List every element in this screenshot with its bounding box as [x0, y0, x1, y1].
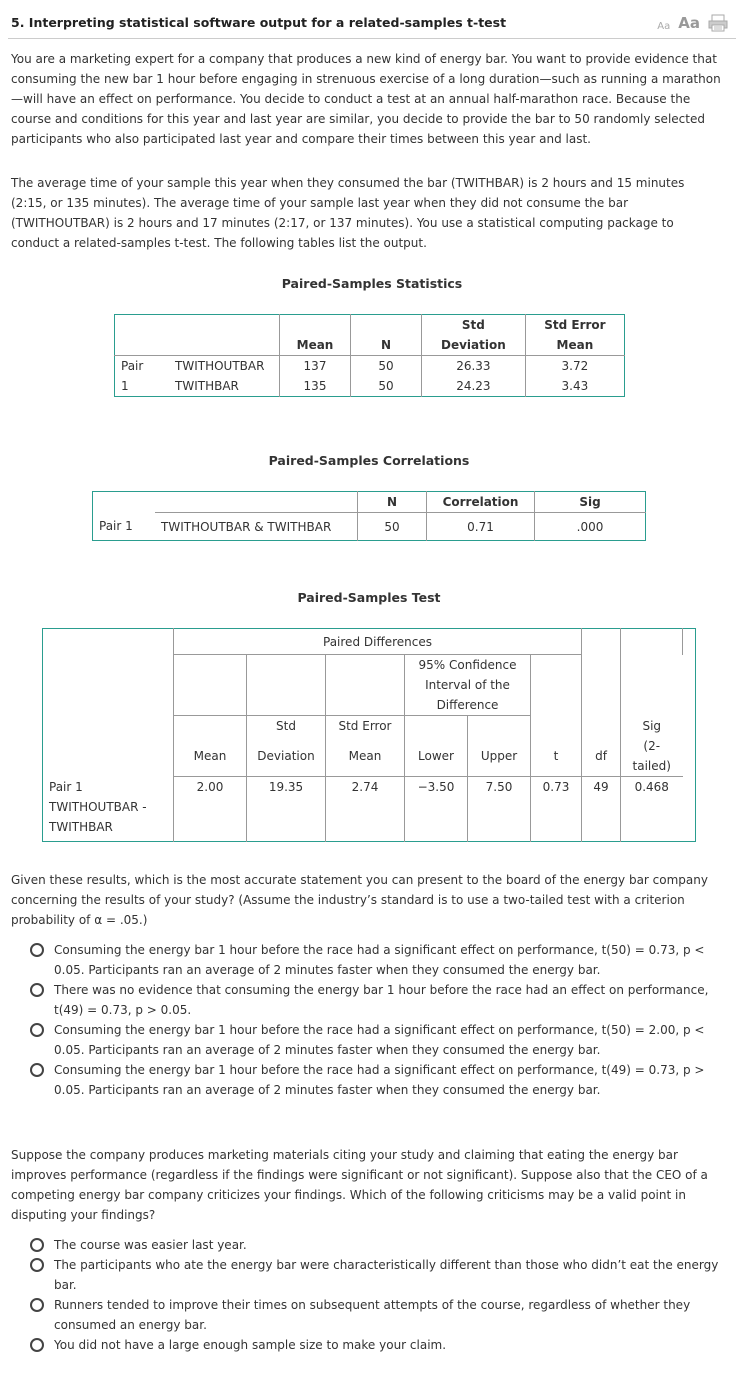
stats-header-n: N	[351, 335, 422, 356]
test-sd: 19.35	[247, 777, 326, 798]
q2-option-3[interactable]	[30, 1295, 720, 1335]
corr-caption: Paired-Samples Correlations	[268, 453, 470, 468]
test-header-t: t	[531, 736, 582, 777]
q1-option-1[interactable]	[30, 940, 720, 980]
test-lower: −3.50	[405, 777, 468, 798]
test-header-sig: Sig	[621, 716, 683, 737]
ci-header-1: 95% Confidence	[418, 658, 517, 672]
paired-samples-statistics-table	[114, 314, 625, 397]
stats-pair: 1	[121, 379, 129, 393]
q2-option-1-text: The course was easier last year.	[54, 1238, 247, 1252]
stats-mean: 137	[280, 356, 351, 377]
toolbar	[657, 14, 728, 32]
test-header-lower: Lower	[405, 736, 468, 777]
test-t: 0.73	[531, 777, 582, 798]
table-row	[115, 356, 625, 377]
stats-sd: 26.33	[422, 356, 526, 377]
radio-button[interactable]	[30, 943, 44, 957]
stats-sd: 24.23	[422, 376, 526, 397]
q1-option-2-text: There was no evidence that consuming the energy bar 1 hour before the race had an effect on performance, t(49) = 0.73, p > 0.05.	[54, 983, 709, 1017]
table-row	[115, 376, 625, 397]
ci-header-2: Interval of the	[425, 678, 510, 692]
test-pair-3: TWITHBAR	[49, 820, 113, 834]
q1-option-2[interactable]	[30, 980, 720, 1020]
q2-option-4[interactable]	[30, 1335, 720, 1355]
stats-var: TWITHBAR	[175, 379, 239, 393]
test-header-sig2: (2-tailed)	[621, 736, 683, 777]
test-caption: Paired-Samples Test	[297, 590, 441, 605]
paired-samples-test-table	[42, 628, 696, 842]
ci-header	[405, 655, 531, 716]
corr-n: 50	[358, 513, 427, 541]
stats-header-deviation: Deviation	[422, 335, 526, 356]
q1-option-1-text: Consuming the energy bar 1 hour before the race had a significant effect on performance, t(50) = 0.73, p < 0.05. Participants ran an average of 2 minutes faster when they consumed the energy bar.	[54, 943, 705, 977]
q2-option-2-text: The participants who ate the energy bar were characteristically different than those who didn’t eat the energy bar.	[54, 1258, 719, 1292]
radio-button[interactable]	[30, 1258, 44, 1272]
question-2-prompt: Suppose the company produces marketing materials citing your study and claiming that eating the energy bar improves performance (regardless if the findings were significant or not significant). Suppose also that the CEO of a competing energy bar company criticizes your findings. Which of the following criticisms may be a valid point in disputing your findings?	[11, 1148, 708, 1222]
stats-caption: Paired-Samples Statistics	[281, 276, 463, 291]
q1-option-3-text: Consuming the energy bar 1 hour before the race had a significant effect on performance, t(50) = 2.00, p < 0.05. Participants ran an average of 2 minutes faster when they consumed the energy bar.	[54, 1023, 705, 1057]
test-se: 2.74	[326, 777, 405, 798]
radio-button[interactable]	[30, 1023, 44, 1037]
paired-differences-header: Paired Differences	[174, 629, 582, 655]
stats-var: TWITHOUTBAR	[175, 359, 265, 373]
corr-var: TWITHOUTBAR & TWITHBAR	[161, 519, 332, 534]
test-pair-2: TWITHOUTBAR -	[49, 800, 147, 814]
corr-value: 0.71	[427, 513, 535, 541]
stats-se: 3.72	[525, 356, 624, 377]
corr-pair: Pair 1	[99, 519, 133, 534]
q1-option-4-text: Consuming the energy bar 1 hour before the race had a significant effect on performance, t(49) = 0.73, p > 0.05. Participants ran an average of 2 minutes faster when they consumed the energy bar.	[54, 1063, 705, 1097]
stats-header-stderror: Std Error	[525, 315, 624, 336]
q1-option-4[interactable]	[30, 1060, 720, 1100]
test-header-stderror: Std Error	[326, 716, 405, 737]
corr-header-sig: Sig	[535, 492, 646, 513]
q2-option-3-text: Runners tended to improve their times on subsequent attempts of the course, regardless of whether they consumed an energy bar.	[54, 1298, 691, 1332]
q2-option-4-text: You did not have a large enough sample size to make your claim.	[54, 1338, 447, 1352]
test-mean: 2.00	[174, 777, 247, 798]
q2-option-1[interactable]	[30, 1235, 720, 1255]
ci-header-3: Difference	[436, 698, 499, 712]
q2-option-2[interactable]	[30, 1255, 720, 1295]
font-decrease-button[interactable]: Aa	[657, 21, 671, 32]
stats-pair: Pair	[121, 359, 144, 373]
stats-n: 50	[351, 356, 422, 377]
intro-paragraph-1: You are a marketing expert for a company that produces a new kind of energy bar. You want to provide evidence that consuming the new bar 1 hour before engaging in strenuous exercise of a long duration—such as running a marathon—will have an effect on performance. You decide to conduct a test at an annual half-marathon race. Because the course and conditions for this year and last year are similar, you decide to provide the bar to 50 randomly selected participants who also participated last year and compare their times between this year and last.	[11, 52, 721, 146]
test-header-df: df	[582, 736, 621, 777]
radio-button[interactable]	[30, 1063, 44, 1077]
title-divider	[8, 38, 736, 39]
test-upper: 7.50	[468, 777, 531, 798]
question-title: 5. Interpreting statistical software output for a related-samples t-test	[11, 15, 507, 30]
stats-n: 50	[351, 376, 422, 397]
radio-button[interactable]	[30, 983, 44, 997]
stats-header-mean2: Mean	[525, 335, 624, 356]
radio-button[interactable]	[30, 1298, 44, 1312]
font-increase-button[interactable]: Aa	[678, 14, 700, 32]
stats-mean: 135	[280, 376, 351, 397]
test-header-upper: Upper	[468, 736, 531, 777]
test-df: 49	[582, 777, 621, 798]
radio-button[interactable]	[30, 1238, 44, 1252]
radio-button[interactable]	[30, 1338, 44, 1352]
question-1-prompt: Given these results, which is the most accurate statement you can present to the board of the energy bar company concerning the results of your study? (Assume the industry’s standard is to use a two-tailed test with a criterion probability of α = .05.)	[11, 873, 708, 927]
stats-header-mean: Mean	[280, 335, 351, 356]
test-header-mean2: Mean	[326, 736, 405, 777]
test-pair-1: Pair 1	[49, 779, 83, 794]
table-row	[93, 513, 646, 541]
paired-samples-correlations-table	[92, 491, 646, 541]
test-header-mean: Mean	[174, 736, 247, 777]
intro-paragraph-2: The average time of your sample this year when they consumed the bar (TWITHBAR) is 2 hours and 15 minutes (2:15, or 135 minutes). The average time of your sample last year when they did not consume the bar (TWITHOUTBAR) is 2 hours and 17 minutes (2:17, or 137 minutes). You use a statistical computing package to conduct a related-samples t-test. The following tables list the output.	[11, 176, 685, 250]
test-header-std: Std	[247, 716, 326, 737]
test-header-deviation: Deviation	[247, 736, 326, 777]
stats-header-std: Std	[422, 315, 526, 336]
corr-header-n: N	[358, 492, 427, 513]
question-2-options	[30, 1235, 720, 1355]
corr-header-correlation: Correlation	[427, 492, 535, 513]
corr-sig: .000	[535, 513, 646, 541]
test-sig: 0.468	[621, 777, 683, 798]
stats-se: 3.43	[525, 376, 624, 397]
printer-icon[interactable]	[708, 14, 728, 32]
question-1-options	[30, 940, 720, 1100]
q1-option-3[interactable]	[30, 1020, 720, 1060]
table-row	[43, 777, 696, 798]
